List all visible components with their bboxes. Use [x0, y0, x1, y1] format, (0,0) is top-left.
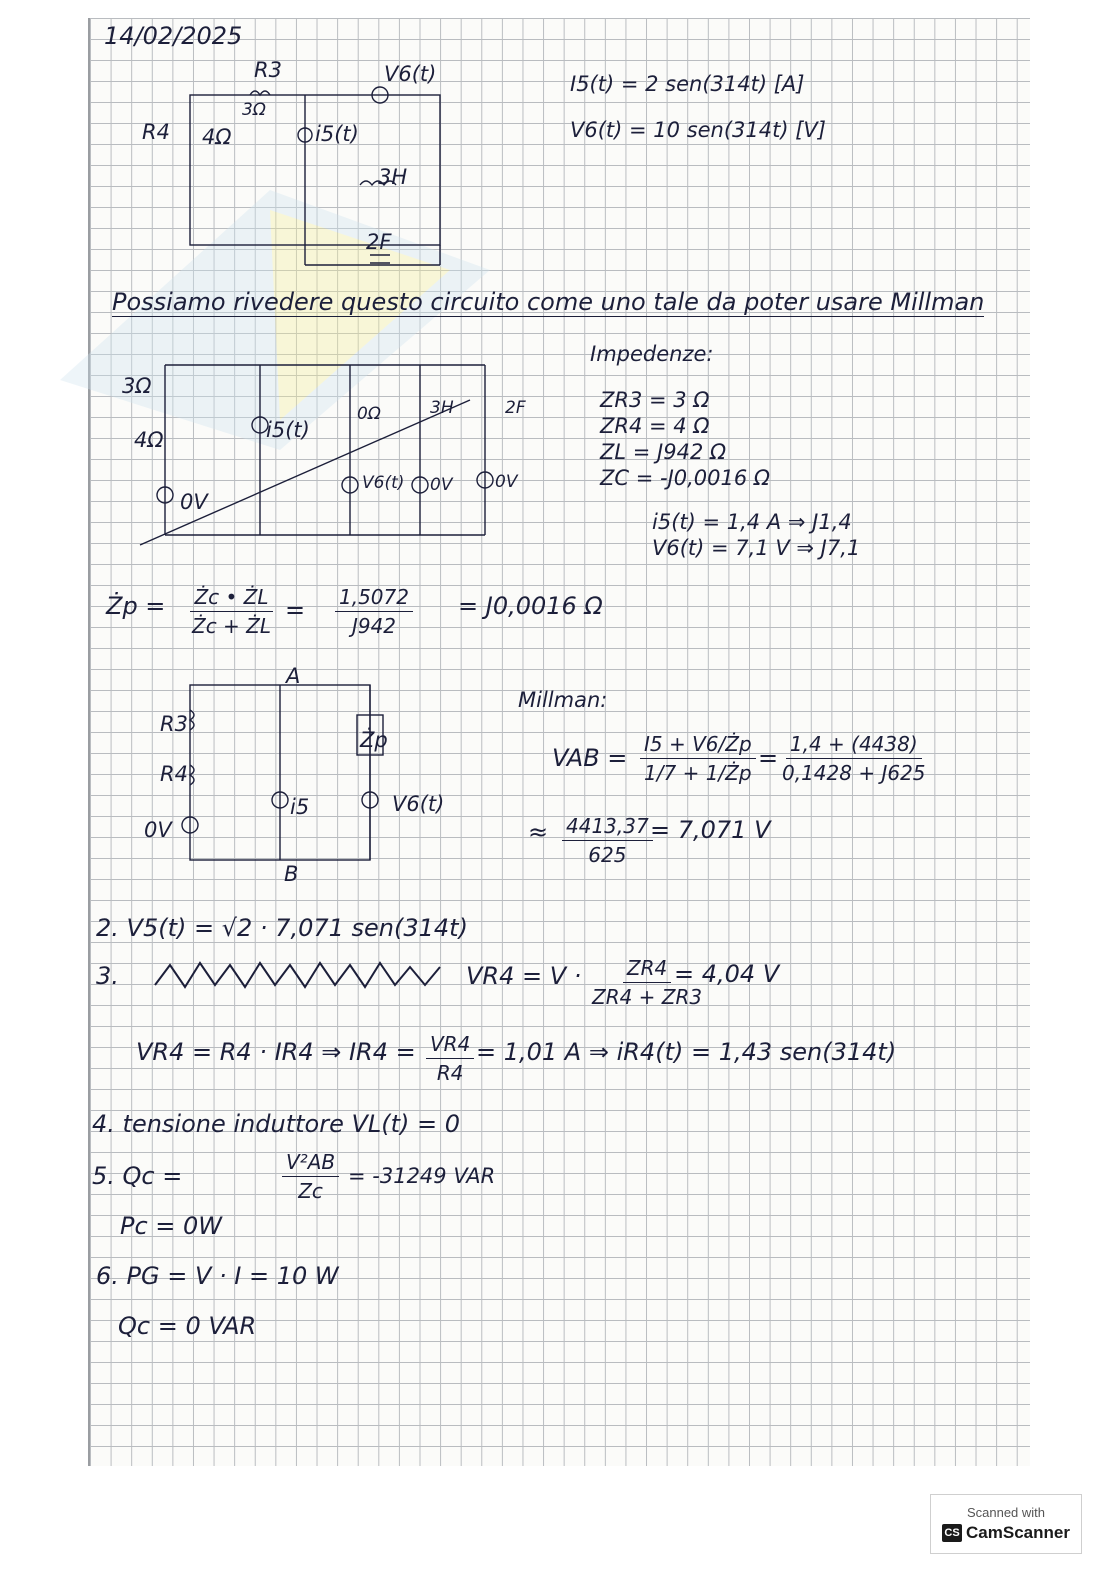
c2-i5: i5(t) — [266, 418, 310, 442]
c2-v0a: 0V — [180, 490, 208, 514]
step-6: 6. PG = V · I = 10 W — [96, 1262, 339, 1290]
step-3-vr4: VR4 = V · — [466, 962, 582, 990]
millman-den2: 0,1428 + J625 — [782, 761, 926, 785]
c2-r0: 0Ω — [357, 404, 381, 424]
step-3-number: 3. — [96, 962, 119, 990]
step-6b: Qc = 0 VAR — [118, 1312, 257, 1340]
zp-num: Żc • ŻL — [190, 585, 272, 612]
zp-eq: = — [285, 596, 306, 624]
millman-vab: VAB = — [552, 744, 628, 772]
millman-title: Millman: — [518, 688, 608, 712]
date: 14/02/2025 — [104, 22, 243, 50]
step-3b-frac-den: R4 — [436, 1061, 464, 1085]
millman-approx-num: 4413,37 — [562, 814, 653, 841]
millman-approx-fraction — [562, 814, 653, 867]
step-5b: Pc = 0W — [120, 1212, 223, 1240]
c3-zp: Żp — [360, 728, 388, 752]
step-3-frac-num: ZR4 — [623, 956, 671, 983]
step-5-lhs: 5. Qc = — [92, 1162, 183, 1190]
c1-v6-label: V6(t) — [384, 62, 437, 86]
millman-num2: 1,4 + (4438) — [786, 732, 922, 759]
c2-v0c: 0V — [495, 472, 518, 492]
camscanner-brand-row — [942, 1523, 1070, 1543]
circuit-original — [140, 55, 460, 275]
c3-r4: R4 — [160, 762, 188, 786]
c1-r4-label: R4 — [142, 120, 170, 144]
millman-fraction — [640, 732, 756, 785]
step-3-frac-den: ZR4 + ZR3 — [592, 985, 703, 1009]
c1-r3-value: 3Ω — [242, 100, 266, 120]
zp-num2: 1,5072 — [335, 585, 413, 612]
c2-l: 3H — [430, 398, 454, 418]
millman-fraction-2 — [778, 732, 930, 785]
c1-r4-value: 4Ω — [202, 125, 232, 149]
camscanner-brand: CamScanner — [966, 1523, 1070, 1542]
zp-den: Żc + ŻL — [192, 614, 272, 638]
millman-num: I5 + V6/Żp — [640, 732, 756, 759]
camscanner-logo-icon: CS — [942, 1524, 962, 1542]
c2-r4: 4Ω — [134, 428, 164, 452]
step-5-frac-num: V²AB — [282, 1150, 339, 1177]
c3-r3: R3 — [160, 712, 188, 736]
imp-zr3: ZR3 = 3 Ω — [600, 388, 710, 412]
step-3b-fraction — [426, 1032, 474, 1085]
imp-zl: ZL = J942 Ω — [600, 440, 727, 464]
given-current: I5(t) = 2 sen(314t) [A] — [570, 72, 805, 96]
step-3-result: = 4,04 V — [674, 960, 780, 988]
millman-approx-result: = 7,071 V — [650, 816, 771, 844]
c2-c: 2F — [505, 398, 526, 418]
millman-approx-sign: ≈ — [528, 818, 549, 846]
zp-den2: J942 — [351, 614, 397, 638]
zp-fraction — [188, 585, 275, 638]
c1-i5-label: i5(t) — [315, 122, 359, 146]
impedances-title: Impedenze: — [590, 342, 714, 366]
c3-i5: i5 — [290, 795, 310, 819]
circuit-rearranged — [130, 355, 500, 555]
step-3-scribble — [150, 955, 450, 1000]
imp-source-voltage: V6(t) = 7,1 V ⇒ J7,1 — [652, 536, 861, 560]
given-voltage: V6(t) = 10 sen(314t) [V] — [570, 118, 826, 142]
imp-source-current: i5(t) = 1,4 A ⇒ J1,4 — [652, 510, 852, 534]
step-5-result: = -31249 VAR — [348, 1164, 496, 1188]
c1-l-value: 3H — [378, 165, 408, 189]
c2-v6: V6(t) — [362, 473, 405, 493]
imp-zr4: ZR4 = 4 Ω — [600, 414, 710, 438]
step-3b: VR4 = R4 · IR4 ⇒ IR4 = — [136, 1038, 416, 1066]
c2-r3: 3Ω — [122, 374, 152, 398]
c3-v0: 0V — [144, 818, 172, 842]
millman-den: 1/7 + 1/Żp — [644, 761, 752, 785]
c3-node-a: A — [286, 664, 301, 688]
millman-approx-den: 625 — [588, 843, 627, 867]
step-3b-result: = 1,01 A ⇒ iR4(t) = 1,43 sen(314t) — [476, 1038, 897, 1066]
intro-text: Possiamo rivedere questo circuito come uno tale da poter usare Millman — [112, 288, 985, 316]
c3-v6: V6(t) — [392, 792, 445, 816]
step-4: 4. tensione induttore VL(t) = 0 — [92, 1110, 461, 1138]
step-2: 2. V5(t) = √2 · 7,071 sen(314t) — [96, 914, 468, 942]
camscanner-badge — [930, 1494, 1082, 1554]
zp-result: = J0,0016 Ω — [458, 592, 603, 620]
c3-node-b: B — [284, 862, 299, 886]
circuit-millman — [160, 680, 390, 870]
scanned-with-text: Scanned with — [966, 1505, 1046, 1520]
c1-r3-label: R3 — [254, 58, 282, 82]
step-3b-frac-num: VR4 — [426, 1032, 474, 1059]
zp-lhs: Żp = — [106, 592, 166, 620]
step-5-frac-den: Zc — [298, 1179, 323, 1203]
c2-v0b: 0V — [430, 475, 453, 495]
millman-eq: = — [758, 744, 779, 772]
step-5-fraction — [282, 1150, 339, 1203]
c1-c-value: 2F — [366, 230, 392, 254]
zp-fraction-2 — [335, 585, 413, 638]
imp-zc: ZC = -J0,0016 Ω — [600, 466, 770, 490]
